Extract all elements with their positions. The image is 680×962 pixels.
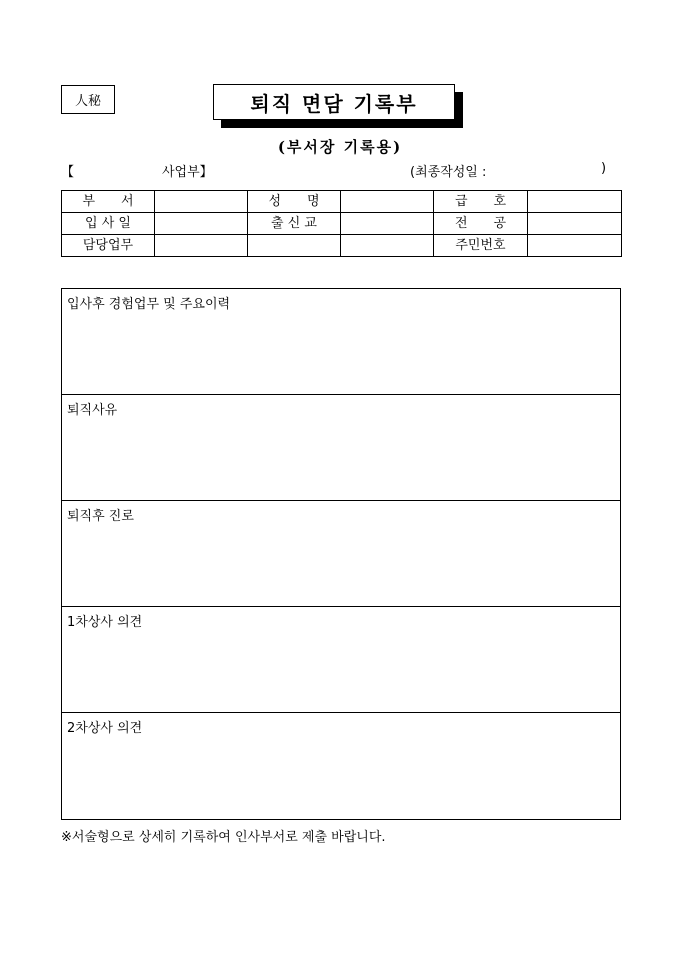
- resignation-reason-section[interactable]: [61, 394, 621, 501]
- division-label: 사업부】: [162, 165, 213, 180]
- section-label: 퇴직후 진로: [67, 509, 134, 524]
- duties-field-extra[interactable]: [248, 235, 341, 257]
- hire-date-field[interactable]: [155, 213, 248, 235]
- name-label: 성 명: [248, 191, 341, 213]
- table-row: [62, 213, 622, 235]
- grade-field[interactable]: [528, 191, 622, 213]
- employee-info-table: [61, 190, 622, 257]
- school-field[interactable]: [341, 213, 434, 235]
- meta-row: [61, 161, 621, 181]
- major-label: 전 공: [434, 213, 528, 235]
- school-label: 출 신 교: [248, 213, 341, 235]
- date-close: ): [601, 161, 607, 176]
- section-label: 2차상사 의견: [67, 721, 143, 736]
- bracket-open: 【: [61, 165, 75, 180]
- first-supervisor-opinion-section[interactable]: [61, 606, 621, 713]
- section-label: 1차상사 의견: [67, 615, 143, 630]
- duties-label: 담당업무: [62, 235, 155, 257]
- submission-note: ※서술형으로 상세히 기록하여 인사부서로 제출 바랍니다.: [61, 830, 386, 845]
- name-field[interactable]: [341, 191, 434, 213]
- form-subtitle: (부서장 기록용): [277, 138, 403, 156]
- second-supervisor-opinion-section[interactable]: [61, 712, 621, 820]
- section-label: 퇴직사유: [67, 403, 118, 418]
- career-history-section[interactable]: [61, 288, 621, 395]
- duties-field-extra2[interactable]: [341, 235, 434, 257]
- date-label: (최종작성일 :: [410, 165, 487, 180]
- resident-number-label: 주민번호: [434, 235, 528, 257]
- resident-number-field[interactable]: [528, 235, 622, 257]
- grade-label: 급 호: [434, 191, 528, 213]
- confidential-stamp: 人秘: [61, 85, 115, 114]
- post-resignation-path-section[interactable]: [61, 500, 621, 607]
- form-title: 퇴직 면담 기록부: [213, 84, 455, 120]
- hire-date-label: 입 사 일: [62, 213, 155, 235]
- section-label: 입사후 경험업무 및 주요이력: [67, 297, 231, 312]
- table-row: [62, 191, 622, 213]
- major-field[interactable]: [528, 213, 622, 235]
- duties-field[interactable]: [155, 235, 248, 257]
- department-label: 부 서: [62, 191, 155, 213]
- department-field[interactable]: [155, 191, 248, 213]
- table-row: [62, 235, 622, 257]
